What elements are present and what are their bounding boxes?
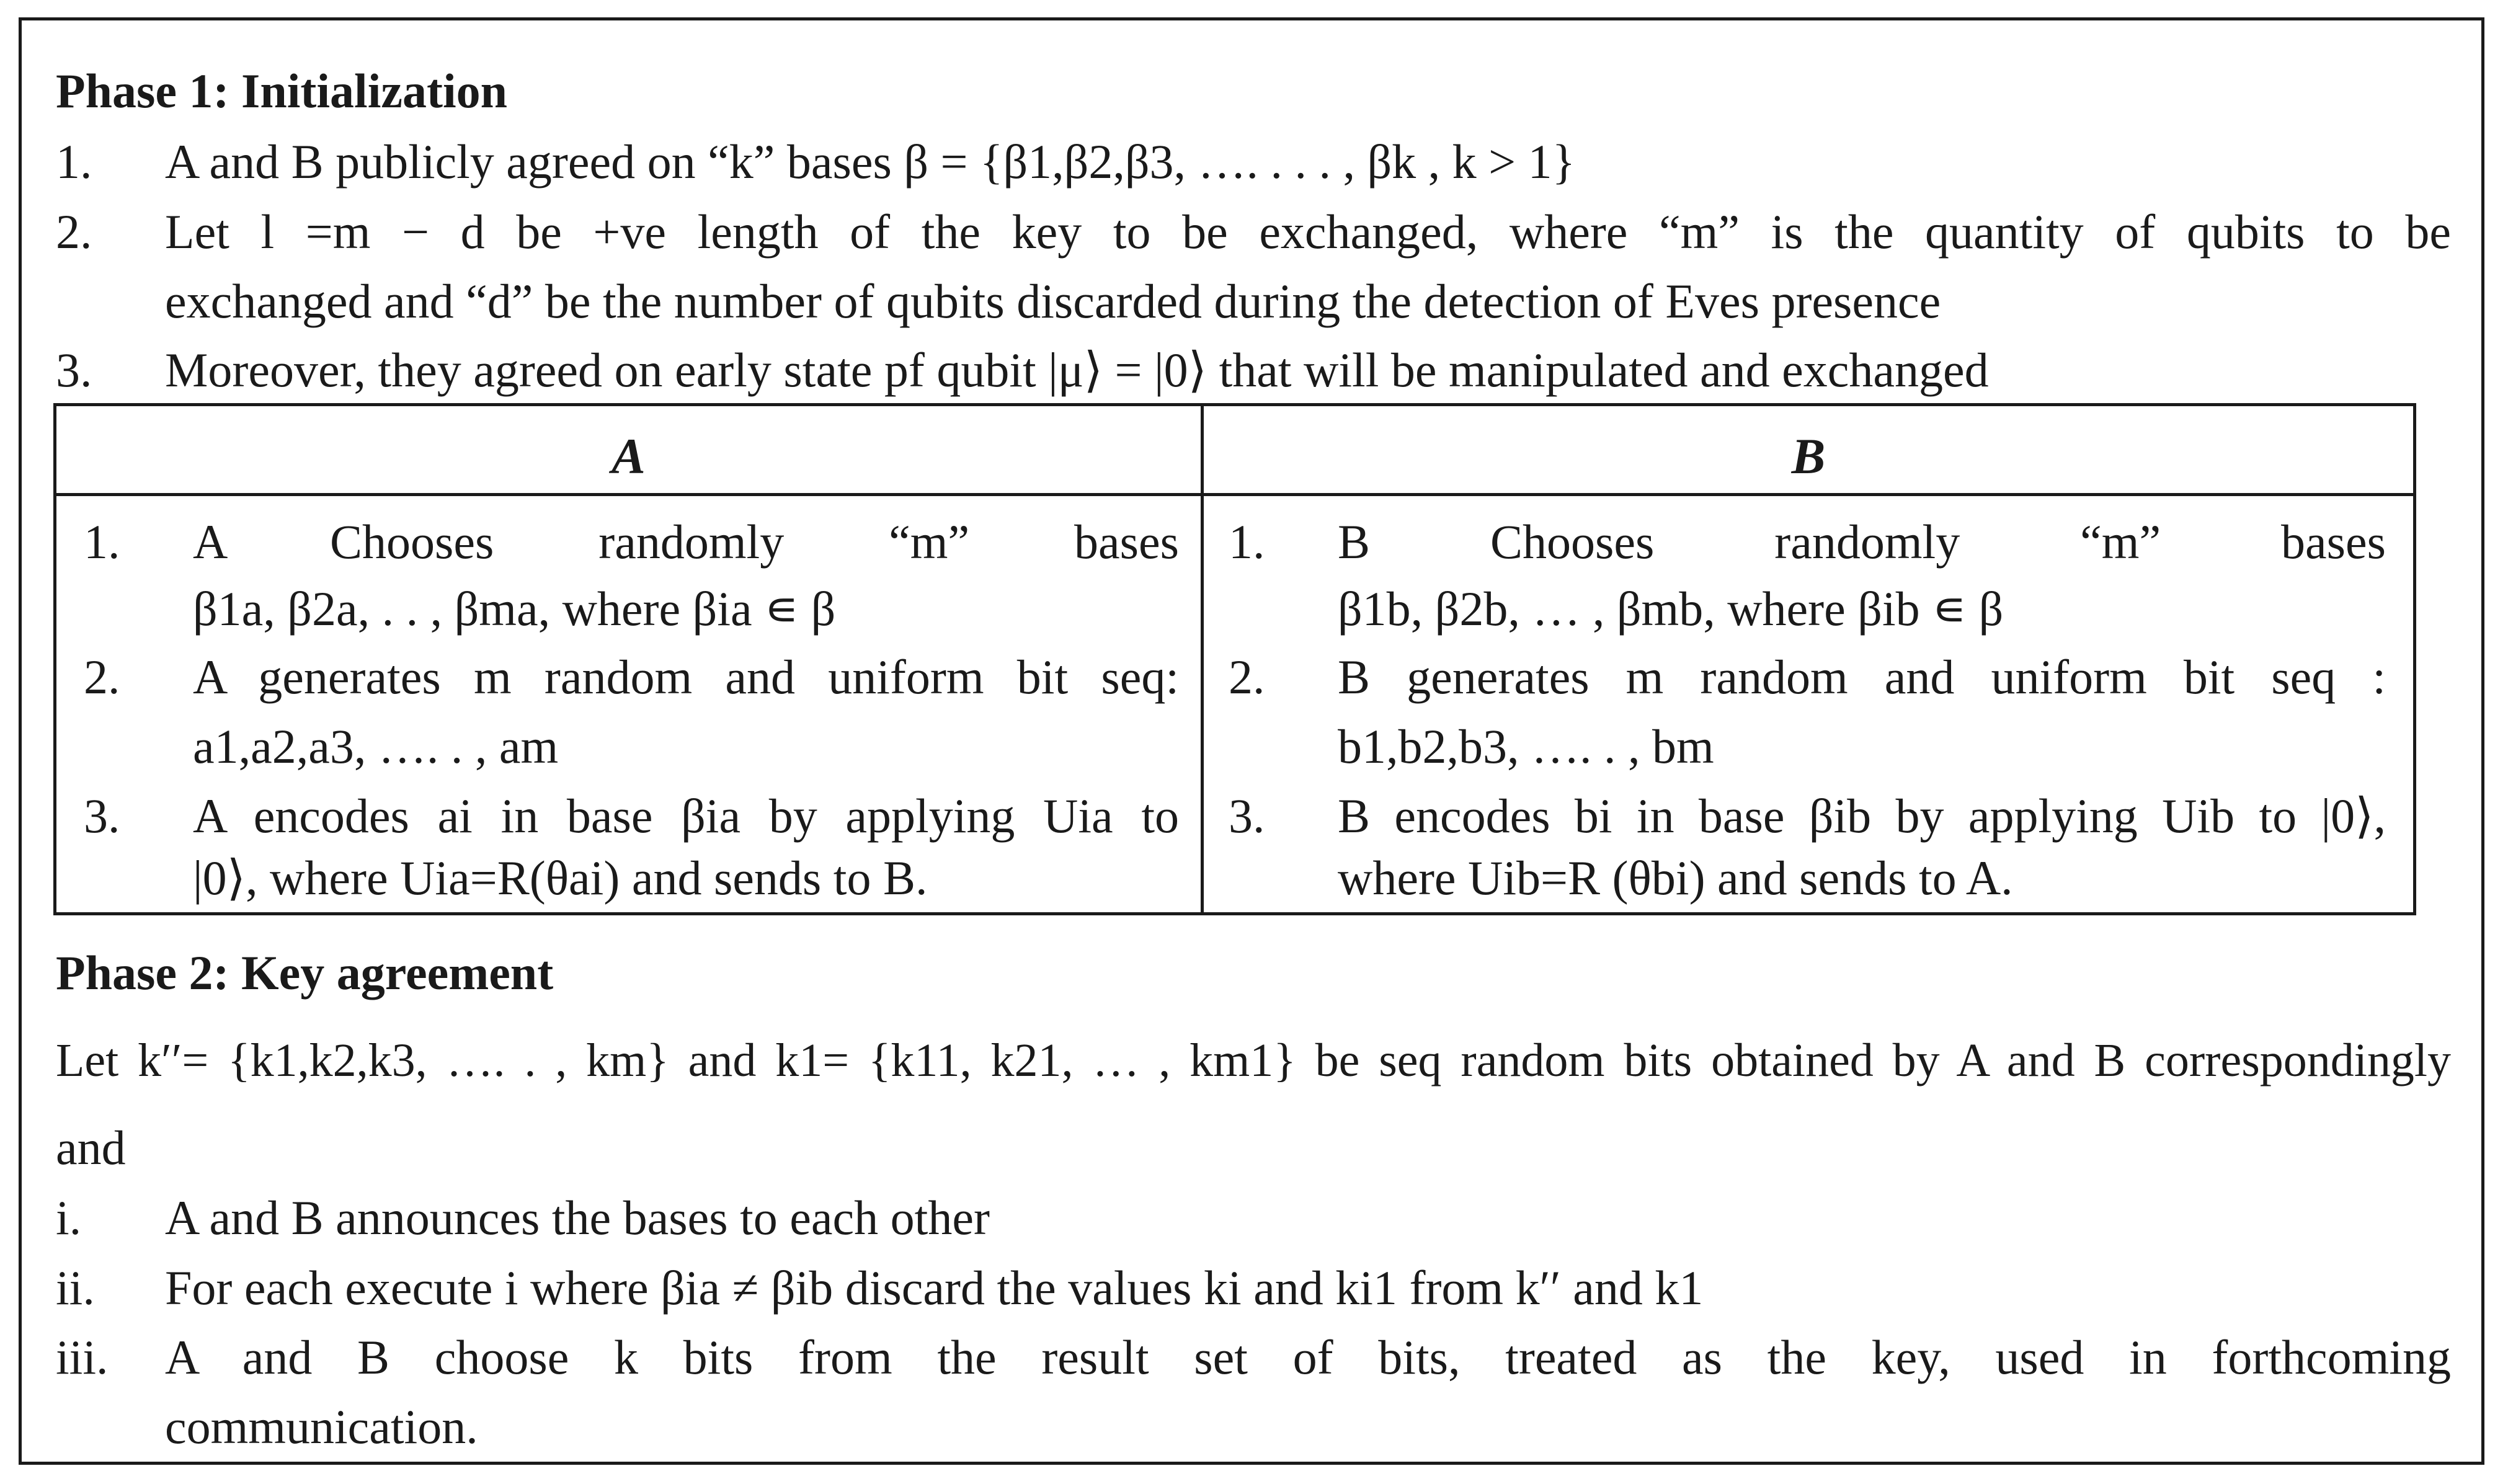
phase2-item-iii-line1: A and B choose k bits from the result set of bits, treated as the key, used in forthcoming (165, 1330, 2451, 1384)
phase2-item-ii-number: ii. (56, 1261, 95, 1315)
column-header-a: A (611, 428, 646, 484)
phase1-item-3-number: 3. (56, 343, 92, 397)
col-a-item-2-line1: A generates m random and uniform bit seq: (193, 650, 1179, 704)
col-a-item-3-number: 3. (84, 789, 120, 843)
column-header-b: B (1791, 428, 1826, 484)
phase2-item-iii-line2: communication. (165, 1400, 478, 1454)
col-b-item-1-number: 1. (1229, 515, 1265, 569)
col-a-item-1-line2: β1a, β2a, . . , βma, where βia ∊ β (193, 582, 836, 636)
phase1-item-2-number: 2. (56, 205, 92, 259)
col-b-item-2-line1: B generates m random and uniform bit seq : (1338, 650, 2386, 704)
col-a-item-3-line1: A encodes ai in base βia by applying Uia to (193, 789, 1179, 843)
table-header-divider (56, 493, 2413, 496)
col-b-item-3-line2: where Uib=R (θbi) and sends to A. (1338, 851, 2013, 905)
col-b-item-2-number: 2. (1229, 650, 1265, 704)
phase1-item-1-text: A and B publicly agreed on “k” bases β = {β1,β2,β3, …. . . . , βk , k > 1} (165, 135, 1576, 189)
col-b-item-3-number: 3. (1229, 789, 1265, 843)
phase1-item-2-line2: exchanged and “d” be the number of qubits discarded during the detection of Eves presence (165, 274, 1941, 328)
phase1-item-3-text: Moreover, they agreed on early state pf qubit |μ⟩ = |0⟩ that will be manipulated and exchanged (165, 343, 1989, 397)
col-a-item-1-line1: A Chooses randomly “m” bases (193, 515, 1179, 569)
phase2-intro-line1: Let k′′= {k1,k2,k3, …. . , km} and k1= {k11, k21, … , km1} be seq random bits obtained by A and B correspondingly (56, 1034, 2451, 1086)
col-a-item-3-line2: |0⟩, where Uia=R(θai) and sends to B. (193, 851, 928, 905)
protocol-table (53, 403, 2416, 915)
col-a-item-2-line2: a1,a2,a3, …. . , am (193, 719, 559, 773)
phase2-item-i-text: A and B announces the bases to each other (165, 1191, 990, 1245)
col-b-item-2-line2: b1,b2,b3, …. . , bm (1338, 719, 1714, 773)
col-b-item-3-line1: B encodes bi in base βib by applying Uib to |0⟩, (1338, 789, 2386, 843)
phase1-item-1-number: 1. (56, 135, 92, 189)
phase2-item-iii-number: iii. (56, 1330, 109, 1384)
col-b-item-1-line1: B Chooses randomly “m” bases (1338, 515, 2386, 569)
col-a-item-1-number: 1. (84, 515, 120, 569)
col-b-item-1-line2: β1b, β2b, … , βmb, where βib ∊ β (1338, 582, 2004, 636)
phase2-intro-line2: and (56, 1121, 126, 1175)
phase2-item-ii-text: For each execute i where βia ≠ βib discard the values ki and ki1 from k′′ and k1 (165, 1261, 1704, 1315)
phase2-item-i-number: i. (56, 1191, 82, 1245)
phase1-item-2-line1: Let l =m − d be +ve length of the key to be exchanged, where “m” is the quantity of qubits to be (165, 205, 2451, 259)
table-column-divider (1201, 406, 1204, 912)
phase1-heading: Phase 1: Initialization (56, 64, 508, 118)
col-a-item-2-number: 2. (84, 650, 120, 704)
phase2-heading: Phase 2: Key agreement (56, 946, 554, 1000)
